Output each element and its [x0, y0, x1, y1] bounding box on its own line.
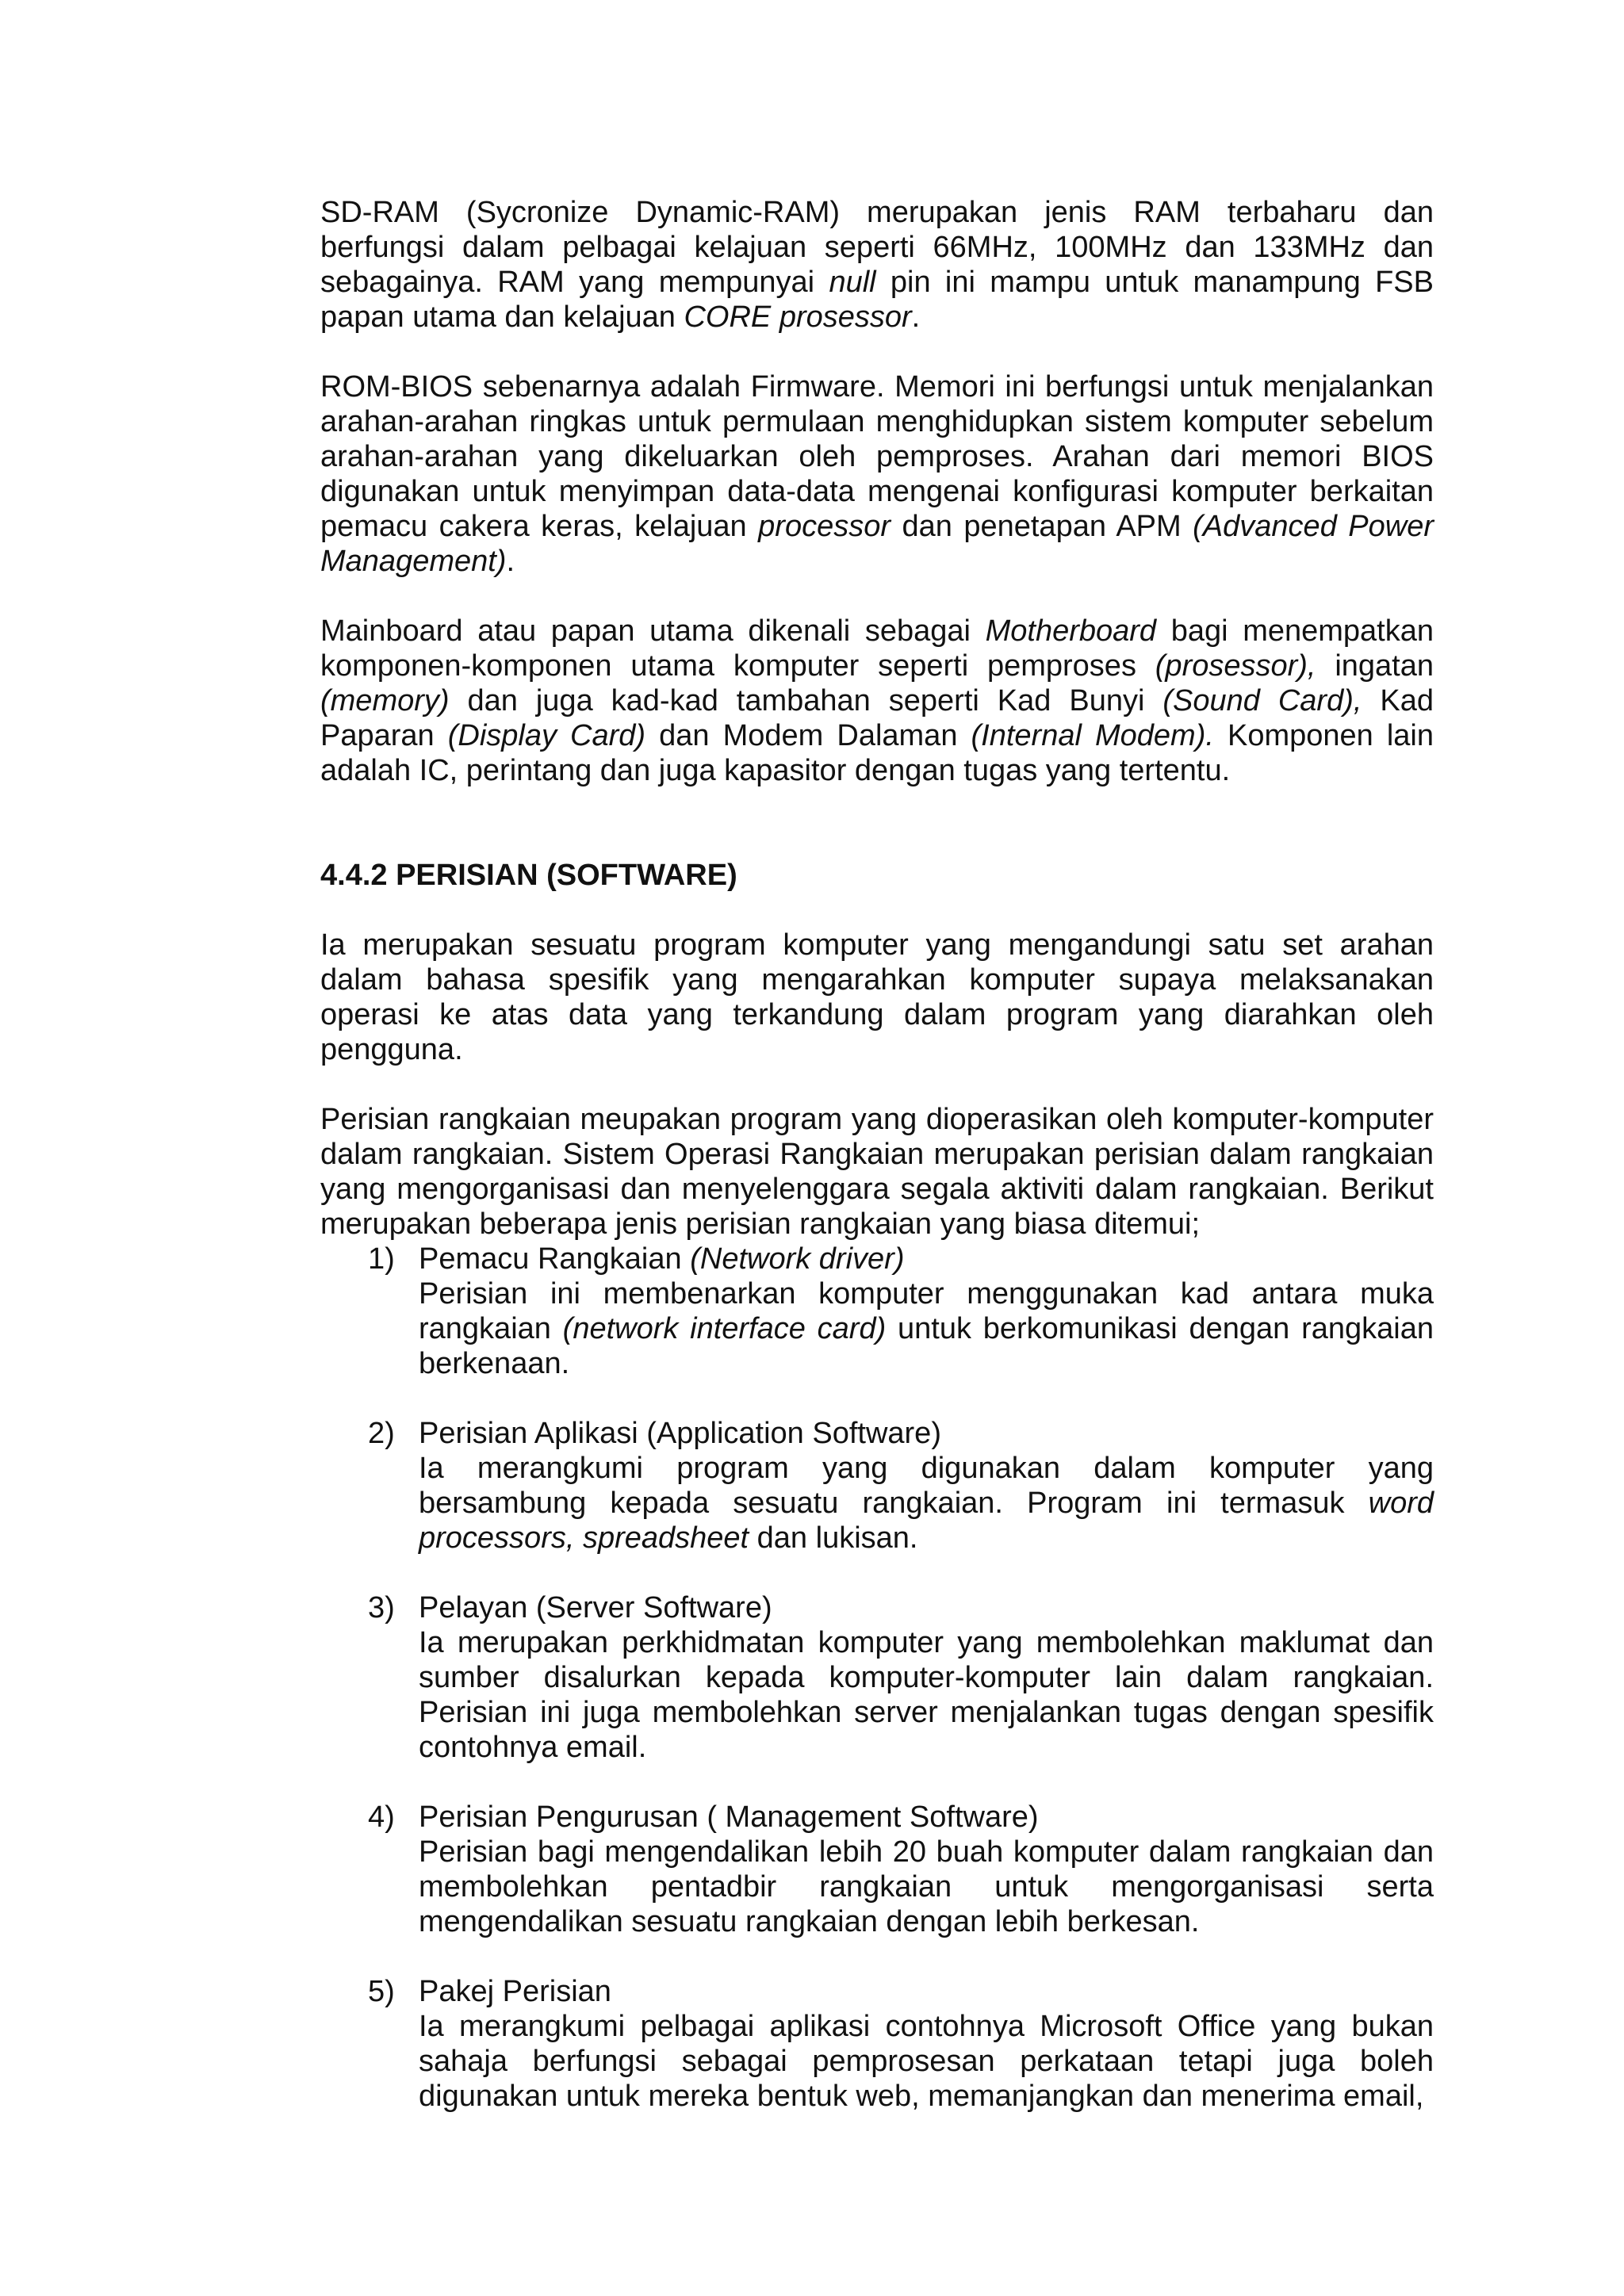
italic-term: (Sound Card), [1162, 684, 1362, 718]
paragraph-sdram: SD-RAM (Sycronize Dynamic-RAM) merupakan jenis RAM terbaharu dan berfungsi dalam pelbagai kelajuan seperti 66MHz, 100MHz dan 133MHz dan sebagainya. RAM yang mempunyai null pin ini mampu untuk manampung FSB papan utama dan kelajuan CORE prosessor. [320, 196, 1434, 334]
list-item-body: Perisian ini membenarkan komputer menggunakan kad antara muka rangkaian (network interface card) untuk berkomunikasi dengan rangkaian berkenaan. [419, 1277, 1434, 1380]
italic-term: (Display Card) [447, 719, 646, 752]
list-item-title: Perisian Aplikasi (Application Software) [419, 1417, 941, 1450]
italic-term: (prosessor), [1155, 649, 1316, 683]
list-item-title: Pemacu Rangkaian (Network driver) [419, 1242, 905, 1276]
italic-term: (Network driver) [690, 1242, 905, 1276]
italic-term: processor [758, 510, 891, 543]
list-item [320, 1416, 1434, 1556]
list-item-title: Pakej Perisian [419, 1975, 611, 2008]
paragraph-rom-bios: ROM-BIOS sebenarnya adalah Firmware. Memori ini berfungsi untuk menjalankan arahan-arahan ringkas untuk permulaan menghidupkan sistem komputer sebelum arahan-arahan yang dikeluarkan oleh pemproses. Arahan dari memori BIOS digunakan untuk menyimpan data-data mengenai konfigurasi komputer berkaitan pemacu cakera keras, kelajuan processor dan penetapan APM (Advanced Power Management). [320, 370, 1434, 578]
paragraph-software-intro: Ia merupakan sesuatu program komputer yang mengandungi satu set arahan dalam bahasa spesifik yang mengarahkan komputer supaya melaksanakan operasi ke atas data yang terkandung dalam program yang diarahkan oleh pengguna. [320, 928, 1434, 1066]
list-item-title: Pelayan (Server Software) [419, 1591, 772, 1624]
list-item-body: Ia merangkumi program yang digunakan dalam komputer yang bersambung kepada sesuatu rangkaian. Program ini termasuk word processors, spreadsheet dan lukisan. [419, 1452, 1434, 1555]
italic-term: (memory) [320, 684, 450, 718]
list-item-number: 3) [368, 1591, 395, 1624]
document-page [320, 195, 1434, 2114]
list-item-body: Ia merupakan perkhidmatan komputer yang membolehkan maklumat dan sumber disalurkan kepada komputer-komputer lain dalam rangkaian. Perisian ini juga membolehkan server menjalankan tugas dengan spesifik contohnya email. [419, 1626, 1434, 1764]
italic-term: (Advanced Power Management) [320, 510, 1434, 578]
paragraph-mainboard: Mainboard atau papan utama dikenali sebagai Motherboard bagi menempatkan komponen-komponen utama komputer seperti pemproses (prosessor), ingatan (memory) dan juga kad-kad tambahan seperti Kad Bunyi (Sound Card), Kad Paparan (Display Card) dan Modem Dalaman (Internal Modem). Komponen lain adalah IC, perintang dan juga kapasitor dengan tugas yang tertentu. [320, 614, 1434, 787]
list-item [320, 1800, 1434, 1939]
list-item-title: Perisian Pengurusan ( Management Software) [419, 1800, 1039, 1834]
list-item-body: Perisian bagi mengendalikan lebih 20 buah komputer dalam rangkaian dan membolehkan pentadbir rangkaian untuk mengorganisasi serta mengendalikan sesuatu rangkaian dengan lebih berkesan. [419, 1835, 1434, 1938]
list-item [320, 1242, 1434, 1381]
list-item [320, 1590, 1434, 1765]
italic-term: null [829, 266, 876, 299]
list-item-number: 1) [368, 1242, 395, 1276]
software-type-list [320, 1242, 1434, 2114]
list-item-number: 2) [368, 1417, 395, 1450]
italic-term: (Internal Modem). [971, 719, 1214, 752]
paragraph-network-software: Perisian rangkaian meupakan program yang dioperasikan oleh komputer-komputer dalam rangkaian. Sistem Operasi Rangkaian merupakan perisian dalam rangkaian yang mengorganisasi dan menyelenggara segala aktiviti dalam rangkaian. Berikut merupakan beberapa jenis perisian rangkaian yang biasa ditemui; [320, 1103, 1434, 1241]
list-item-number: 4) [368, 1800, 395, 1834]
italic-term: word processors, spreadsheet [419, 1487, 1434, 1555]
section-heading: 4.4.2 PERISIAN (SOFTWARE) [320, 859, 737, 892]
list-item [320, 1974, 1434, 2114]
list-item-body: Ia merangkumi pelbagai aplikasi contohnya Microsoft Office yang bukan sahaja berfungsi sebagai pemprosesan perkataan tetapi juga boleh digunakan untuk mereka bentuk web, memanjangkan dan menerima email, [419, 2010, 1434, 2113]
italic-term: (network interface card) [562, 1312, 887, 1345]
list-item-number: 5) [368, 1975, 395, 2008]
italic-term: CORE prosessor [684, 300, 912, 334]
italic-term: Motherboard [985, 614, 1157, 648]
